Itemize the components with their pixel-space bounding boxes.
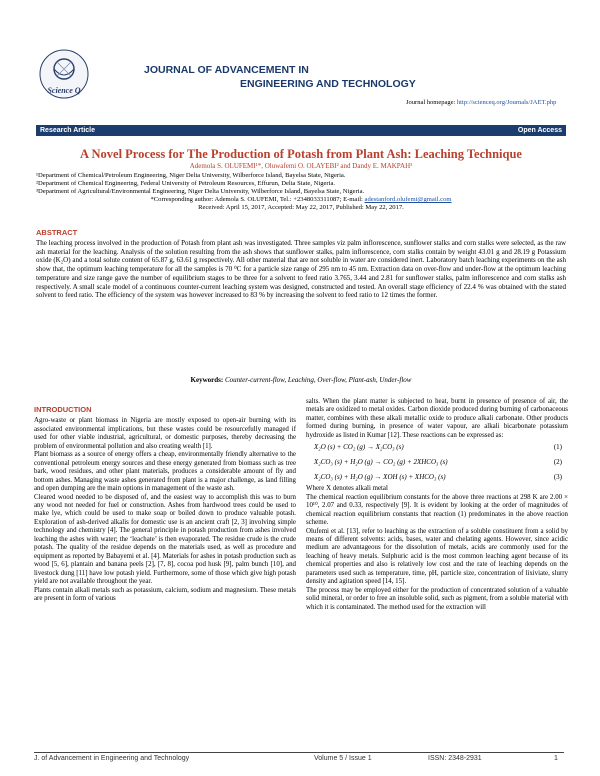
introduction-heading: INTRODUCTION	[34, 405, 92, 414]
equation-3-expr: X₂CO₃ (s) + H₂O (g) → XOH (s) + XHCO₃ (s)	[314, 473, 446, 482]
right-column	[306, 398, 568, 612]
keywords-list: Counter-current-flow, Leaching, Over-flow, Plant-ash, Under-flow	[224, 376, 412, 384]
footer-page-number: 1	[554, 755, 558, 762]
intro-paragraph: The chemical reaction equilibrium constants for the above three reactions at 298 K are 2.00 × 10¹⁰, 2.07 and 0.33, respectively [9]. It is evident by looking at the order of magnitudes of chemical reaction equilibrium constants that reaction (1) predominates in the above reaction scheme.	[306, 493, 568, 527]
corresponding-author	[36, 196, 566, 204]
logo-text: Science Q	[47, 86, 81, 95]
article-type-bar	[36, 125, 566, 136]
paper-title: A Novel Process for The Production of Potash from Plant Ash: Leaching Technique	[80, 147, 522, 161]
journal-name-line2: ENGINEERING AND TECHNOLOGY	[240, 78, 416, 90]
intro-paragraph: salts. When the plant matter is subjected to heat, burnt in presence of presence of air, the metals are oxidized to metal oxides. Carbon dioxide produced during burning of carbonaceous matter, combines with these alkali metallic oxide to produce alkali carbonate. Other products formed during burning, in presence of water vapour, are alkali bicarbonate potassium hydroxide as listed in Kumar [12]. These reactions can be expressed as:	[306, 398, 568, 439]
equation-3-number: (3)	[553, 473, 562, 482]
open-access-label: Open Access	[517, 127, 562, 134]
where-note: Where X denotes alkali metal	[306, 485, 388, 493]
page-footer	[34, 752, 564, 764]
intro-paragraph: Cleared wood needed to be disposed of, and the easiest way to accomplish this was to burn any wood not needed for fuel or construction. Ashes from hardwood trees could be used to make lye, which could be used to make soap or boiled down to produce valuable potash. Exploration of ash-derived alkalis for domestic use is an ancient craft [2, 3] involving simple technology and chemistry [4]. The general principle in potash production from ashes involved leaching the ashes with water; the ‘leachate’ is then evaporated. The residue crude is the crude potash. The quality of the residue depends on the materials used, as well as procedure and equipment as reported by Babayemi et al. [4]. Materials for ashes in potash production such as wood [5, 6], plantain and banana peels [2], [7, 8], cocoa pod husk [9], palm bunch [10], and livestock dung [11] have low potash yield. Furthermore, some of those which give high potash yield are not available throughout the year.	[34, 493, 296, 586]
left-column	[34, 398, 296, 603]
homepage-label: Journal homepage:	[406, 99, 456, 106]
equation-2	[306, 455, 568, 470]
affiliation-3: ³Department of Agricultural/Environmental Engineering, Niger Delta University, Wilberforce Island, Bayelsa State, Nigeria.	[36, 188, 365, 195]
footer-volume: Volume 5 / Issue 1	[314, 755, 372, 762]
equation-2-number: (2)	[553, 458, 562, 467]
equation-3	[306, 470, 568, 485]
author-list: Ademola S. OLUFEMI¹*, Oluwafemi O. OLAYEBI² and Dandy E. MAKPAH³	[189, 162, 413, 170]
intro-paragraph: Agro-waste or plant biomass in Nigeria are mostly exposed to open-air burning with its associated environmental implications, but these wastes could be resourcefully managed if used for other viable industrial, agricultural, or domestic purposes, thereby decreasing the problem of environmental pollution and also creating wealth [1].	[34, 417, 296, 450]
intro-paragraph: The process may be employed either for the production of concentrated solution of a valuable solid mineral, or order to free an insoluble solid, such as pigment, from a soluble material with which it is contaminated. The method used for the extraction will	[306, 586, 568, 611]
journal-name-line1: JOURNAL OF ADVANCEMENT IN	[144, 64, 309, 76]
abstract-heading: ABSTRACT	[36, 228, 78, 237]
homepage-link[interactable]: http://scienceq.org/Journals/JAET.php	[456, 99, 557, 106]
equation-1-expr: X₂O (s) + CO₂ (g) → X₂CO₃ (s)	[314, 443, 404, 452]
intro-paragraph: Plants contain alkali metals such as potassium, calcium, sodium and magnesium. These metals are present in form of various	[34, 586, 296, 602]
author-email-link[interactable]: adestanford.olufemi@gmail.com	[364, 196, 452, 203]
abstract-text: The leaching process involved in the production of Potash from plant ash was investigated. Three samples viz palm inflorescence, sunflower stalks and corn stalks were selected, as the raw ash material for the leaching. Analysis of the solution resulting from the ash shows that sunflower stalks, palm inflorescence, corn stalks contain by weight 43.01 g and 28.19 g Potassium oxide (K₂O) and a total solute content of 65.87 g, 63.61 g respectively. All other material that are not soluble in water are considered inert. Laboratory batch leaching experiments on the ash show that, the optimum leaching temperature for all the samples is 70 ⁰C for a particle size range of 295 nm to 45 nm. Extraction data on over-flow and under-flow at the optimum leaching temperature and size range gave the number of equilibrium stages to be three for a solvent to feed ratio 3.765, 3.44 and 2.81 for sunflower stalks, palm inflorescence and corn stalks ash respectively. A small scale model of a continuous counter-current leaching system was designed, constructed and tested. An overall stage efficiency of 22.4 % was obtained with the stated solvent to feed ratio. The efficiency of the system was however increased to 83 % by increasing the solvent to feed ratio to 12 times the former.	[36, 239, 566, 300]
equation-1-number: (1)	[553, 443, 562, 452]
equation-2-expr: X₂CO₃ (s) + H₂O (g) → CO₂ (g) + 2XHCO₃ (s)	[314, 458, 448, 467]
equation-1	[306, 440, 568, 455]
footer-journal: J. of Advancement in Engineering and Technology	[34, 755, 190, 762]
corresponding-text: *Corresponding author: Ademola S. OLUFEMI, Tel.: +2348033311087; E-mail:	[150, 196, 363, 203]
affiliation-2: ²Department of Chemical Engineering, Federal University of Petroleum Resources, Effurun, Delta State, Nigeria.	[36, 180, 336, 187]
journal-name	[144, 63, 416, 91]
journal-homepage	[406, 99, 556, 106]
research-article-label: Research Article	[40, 127, 95, 134]
keywords-label: Keywords:	[190, 376, 224, 384]
keywords	[36, 376, 566, 384]
footer-issn: ISSN: 2348-2931	[428, 755, 482, 762]
publication-dates: Received: April 15, 2017, Accepted: May 22, 2017, Published: May 22, 2017.	[198, 204, 404, 211]
affiliation-1: ¹Department of Chemical/Petroleum Engineering, Niger Delta University, Wilberforce Island, Bayelsa State, Nigeria.	[36, 172, 346, 179]
intro-paragraph: Olufemi et al. [13], refer to leaching as the extraction of a soluble constituent from a solid by means of different solvents: acids, bases, water and chelating agents. However, since acidic medium are advantageous for the dissolution of metals, acids are commonly used for the leaching of heavy metals. Sulphuric acid is the most common leaching agent because of its chemical properties and also is relatively low cost and the rate of leaching depends on the parameters used such as temperature, time, pH, particle size, concentration of lixiviate, slurry density and agitation speed [14, 15].	[306, 527, 568, 586]
journal-header	[36, 47, 564, 117]
intro-paragraph: Plant biomass as a source of energy offers a cheap, environmentally friendly alternative to the conventional petroleum energy sources and these energy generated from biomass such as tree bark, wood residues, and other plant materials, produces a considerable amount of fly and bottom ashes. Managing waste ashes generated from plant is a major challenge, as land filling and open dumping are the main options in management of the waste ash.	[34, 451, 296, 493]
science-q-logo	[36, 47, 92, 103]
